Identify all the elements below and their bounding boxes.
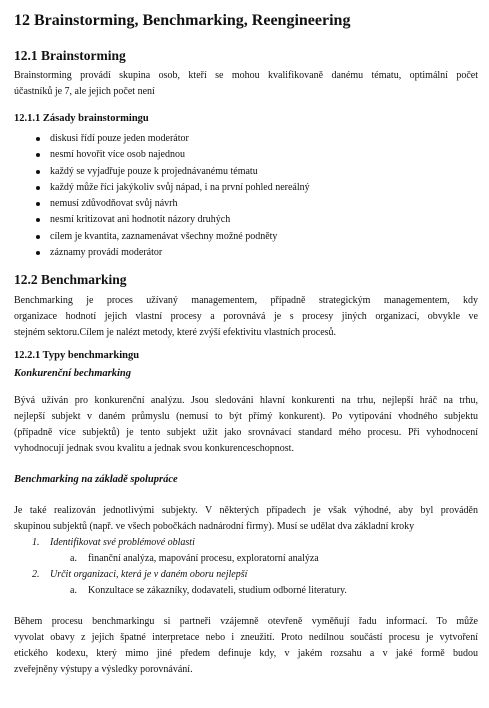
paragraph-line: vyvolat obavy z jejich špatné interpretace nebo i zneužití. Proto nedílnou součástí procesu je vytvoření: [14, 632, 478, 643]
step-number: 2.: [32, 569, 40, 580]
substep-text: finanční analýza, mapování procesu, exploratorní analýza: [88, 553, 319, 564]
closing-paragraph: [14, 614, 478, 678]
cooperative-paragraph: [14, 503, 478, 535]
paragraph-line: stejném sektoru.Cílem je nalézt metody, které zvýší efektivitu vlastních procesů.: [14, 327, 337, 338]
step-label: Určit organizaci, která je v daném oboru nejlepší: [50, 569, 248, 580]
paragraph-line: etického kodexu, který mimo jiné předem definuje kdy, v jakém rozsahu a v jaké formě budou: [14, 648, 478, 659]
list-item: nesmí hovořit více osob najednou: [36, 147, 310, 163]
list-item: každý může říci jakýkoliv svůj nápad, i na první pohled nereálný: [36, 180, 310, 196]
paragraph-line: skupinou subjektů (např. ve všech pobočkách nadnárodní firmy). Musí se udělat dva základní kroky: [14, 521, 415, 532]
section-heading-benchmarking: 12.2 Benchmarking: [14, 272, 127, 287]
step-number: 1.: [32, 537, 40, 548]
substep-text: Konzultace se zákazníky, dodavateli, studium odborné literatury.: [88, 585, 347, 596]
list-item: záznamy provádí moderátor: [36, 245, 310, 261]
paragraph-line: Je také realizován jednotlivými subjekty. V některých případech je však výhodné, aby byl prováděn: [14, 505, 478, 516]
list-item: nemusí zdůvodňovat svůj návrh: [36, 196, 310, 212]
list-item: každý se vyjadřuje pouze k projednávanému tématu: [36, 164, 310, 180]
rules-list: [36, 131, 310, 261]
step-label: Identifikovat své problémové oblasti: [50, 537, 195, 548]
paragraph-line: Brainstorming provádí skupina osob, kteří se mohou kvalifikovaně danému tématu, optimální počet: [14, 70, 478, 81]
paragraph-line: organizace hodnotí jejich vlastní procesy a porovnává je s procesy jiných organizací, obvykle ve: [14, 311, 478, 322]
paragraph-line: Během procesu benchmarkingu si partneři vzájemně otevřeně vyměňují řadu informací. To může: [14, 616, 478, 627]
paragraph-line: zveřejněny výstupy a výsledky porovnávání.: [14, 664, 193, 675]
subsection-heading-rules: 12.1.1 Zásady brainstormingu: [14, 113, 149, 124]
chapter-title: 12 Brainstorming, Benchmarking, Reengineering: [14, 12, 351, 29]
paragraph-line: Bývá užíván pro konkurenční analýzu. Jsou sledováni hlavní konkurenti na trhu, nejlepší hráč na trhu,: [14, 395, 478, 406]
paragraph-line: Benchmarking je proces užívaný managementem, případně strategickým managementem, kdy: [14, 295, 478, 306]
paragraph-line: účastníků je 7, ale jejich počet není: [14, 86, 155, 97]
list-item: diskusi řídí pouze jeden moderátor: [36, 131, 310, 147]
benchmarking-paragraph: [14, 293, 478, 341]
competitive-paragraph: [14, 393, 478, 457]
cooperative-heading: Benchmarking na základě spolupráce: [14, 474, 178, 485]
paragraph-line: nejlepší subjekt v daném průmyslu (nemusí to být přímý konkurent). Po vytipování vhodného subjektu: [14, 411, 478, 422]
list-item: nesmí kritizovat ani hodnotit názory druhých: [36, 212, 310, 228]
subsection-heading-types: 12.2.1 Typy benchmarkingu: [14, 350, 140, 361]
list-item: cílem je kvantita, zaznamenávat všechny možné podněty: [36, 229, 310, 245]
substep-letter: a.: [70, 585, 77, 596]
section-heading-brainstorming: 12.1 Brainstorming: [14, 48, 126, 63]
competitive-heading: Konkurenční bechmarking: [14, 368, 131, 379]
paragraph-line: (případně více subjektů) je tento subjekt užit jako srovnávací standard mého procesu. Při vyhodnocení: [14, 427, 478, 438]
paragraph-line: vyhodnocují jednak svou kvalitu a jednak svou konkurenceschopnost.: [14, 443, 294, 454]
brainstorming-paragraph: [14, 68, 478, 100]
substep-letter: a.: [70, 553, 77, 564]
